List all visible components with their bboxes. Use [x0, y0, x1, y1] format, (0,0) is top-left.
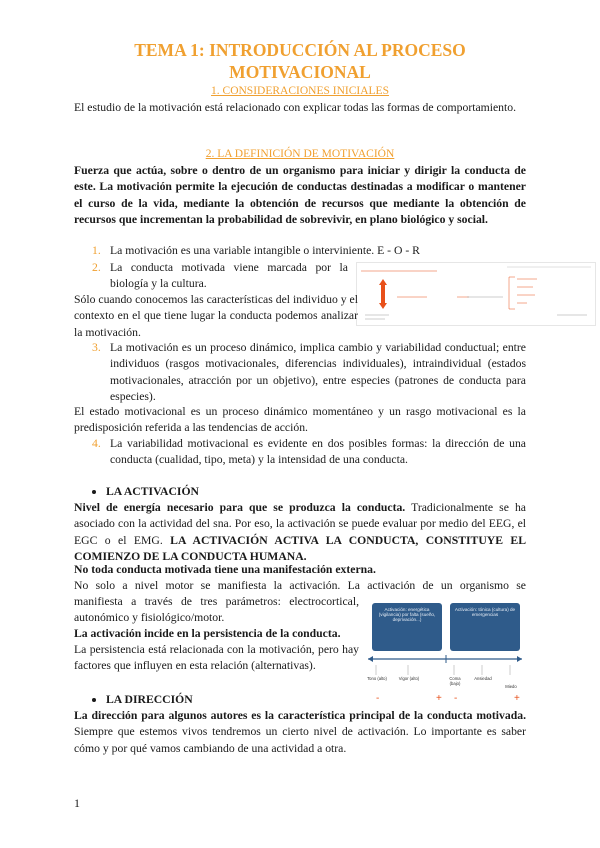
direccion-heading [92, 692, 193, 708]
axis-label-2: Vigor (alto) [398, 676, 420, 681]
activacion-bold1: Nivel de energía necesario para que se produzca la conducta. [74, 501, 406, 514]
list-item-2-line1: La conducta motivada viene marcada por la [110, 261, 348, 274]
list-item-4: La variabilidad motivacional es evidente en dos posibles formas: la dirección de una conducta (cualidad, tipo, meta) y la intensidad de una conducta. [110, 437, 526, 467]
axis-label-5: Miedo [505, 684, 517, 689]
activacion-bold4: La activación incide en la persistencia de la conducta. [74, 627, 341, 640]
motivation-diagram-figure [356, 262, 596, 326]
activacion-text1: Tradicionalmente se ha asociado con la actividad del sna. Por eso, la activación se puede evaluar por medio del EEG, el EGC o el EMG. [74, 501, 526, 547]
bullet-dot [92, 698, 96, 702]
page-title-line1: TEMA 1: INTRODUCCIÓN AL PROCESO [134, 40, 466, 60]
direccion-heading-text: LA DIRECCIÓN [106, 693, 193, 706]
activacion-text2-line1: No solo a nivel motor se manifiesta la activación. La activación de un organismo se [74, 579, 526, 592]
direccion-bold: La dirección para algunos autores es la característica principal de la conducta motivada. [74, 709, 526, 722]
axis-label-3: Coma (bajo) [449, 676, 461, 686]
direccion-text: Siempre que estemos vivos tendremos un cierto nivel de activación. Lo importante es saber cómo y por qué vamos cambiando de una actividad a otra. [74, 725, 526, 755]
activacion-text2-line2: manifiesta a través de tres parámetros: electrocortical, [74, 595, 359, 608]
list-item-2-line2: biología y la cultura. [110, 277, 207, 290]
section1-text: El estudio de la motivación está relacionado con explicar todas las formas de comportamiento. [74, 101, 517, 114]
definition-text: Fuerza que actúa, sobre o dentro de un organismo para iniciar y dirigir la conducta de este. La motivación permite la ejecución de conductas destinadas a modificar o mantener el curso de la vida, mediante la obtención de recursos que mediante la obtención de recursos que incrementan la probabilidad de sobrevivir, en plano biológico y social. [74, 164, 526, 227]
activation-box-left-label: Activación: energética (vigilancia) por falta (sueño, deprivación...) [378, 607, 436, 622]
direccion-paragraph [74, 708, 526, 757]
activation-box-right-label: Activación: tónica (cultura) de emergencias [454, 607, 516, 617]
page-title-line2: MOTIVACIONAL [229, 62, 371, 82]
list-number-4: 4. [92, 437, 101, 450]
activacion-text3: La persistencia está relacionada con la motivación, pero hay factores que influyen en esta relación (alternativas). [74, 643, 359, 673]
bullet-dot [92, 490, 96, 494]
motivation-diagram-svg [357, 263, 595, 325]
page-number: 1 [74, 796, 80, 810]
activacion-paragraph [74, 500, 526, 566]
minus-sign-right: - [454, 693, 458, 704]
axis-label-4: Ansiedad [474, 676, 492, 681]
activacion-heading [92, 484, 199, 500]
list-number-2: 2. [92, 261, 101, 274]
activation-axis-svg [362, 601, 528, 707]
list-number-3: 3. [92, 341, 101, 354]
section1-heading: 1. CONSIDERACIONES INICIALES [211, 85, 389, 97]
axis-label-1: Tono (alto) [367, 676, 387, 681]
activacion-bold2: LA ACTIVACIÓN ACTIVA LA CONDUCTA, CONSTITUYE EL COMIENZO DE LA CONDUCTA HUMANA. [74, 533, 527, 564]
activation-diagram-figure [362, 601, 528, 707]
section2-heading: 2. LA DEFINICIÓN DE MOTIVACIÓN [205, 148, 395, 160]
activacion-text2-line3: autonómico y fisiológico/motor. [74, 611, 225, 624]
activacion-heading-text: LA ACTIVACIÓN [106, 485, 199, 498]
state-text: El estado motivacional es un proceso dinámico momentáneo y un rasgo motivacional es la predisposición referida a las tendencias de acción. [74, 405, 526, 435]
plus-sign-right: + [514, 693, 520, 704]
activacion-bold3: No toda conducta motivada tiene una manifestación externa. [74, 563, 376, 576]
list-item-1: La motivación es una variable intangible o interviniente. E - O - R [110, 244, 420, 257]
minus-sign-left: - [376, 693, 380, 704]
context-text: Sólo cuando conocemos las características del individuo y el contexto en el que tiene lugar la conducta podemos analizar la motivación. [74, 293, 358, 339]
list-item-3: La motivación es un proceso dinámico, implica cambio y variabilidad conductual; entre individuos (rasgos motivacionales, diferencias individuales), intraindividual (estados motivacionales, atracción por un objetivo), entre especies (patrones de conducta para especies). [110, 341, 526, 404]
list-number-1: 1. [92, 244, 101, 257]
plus-sign-left: + [436, 693, 442, 704]
